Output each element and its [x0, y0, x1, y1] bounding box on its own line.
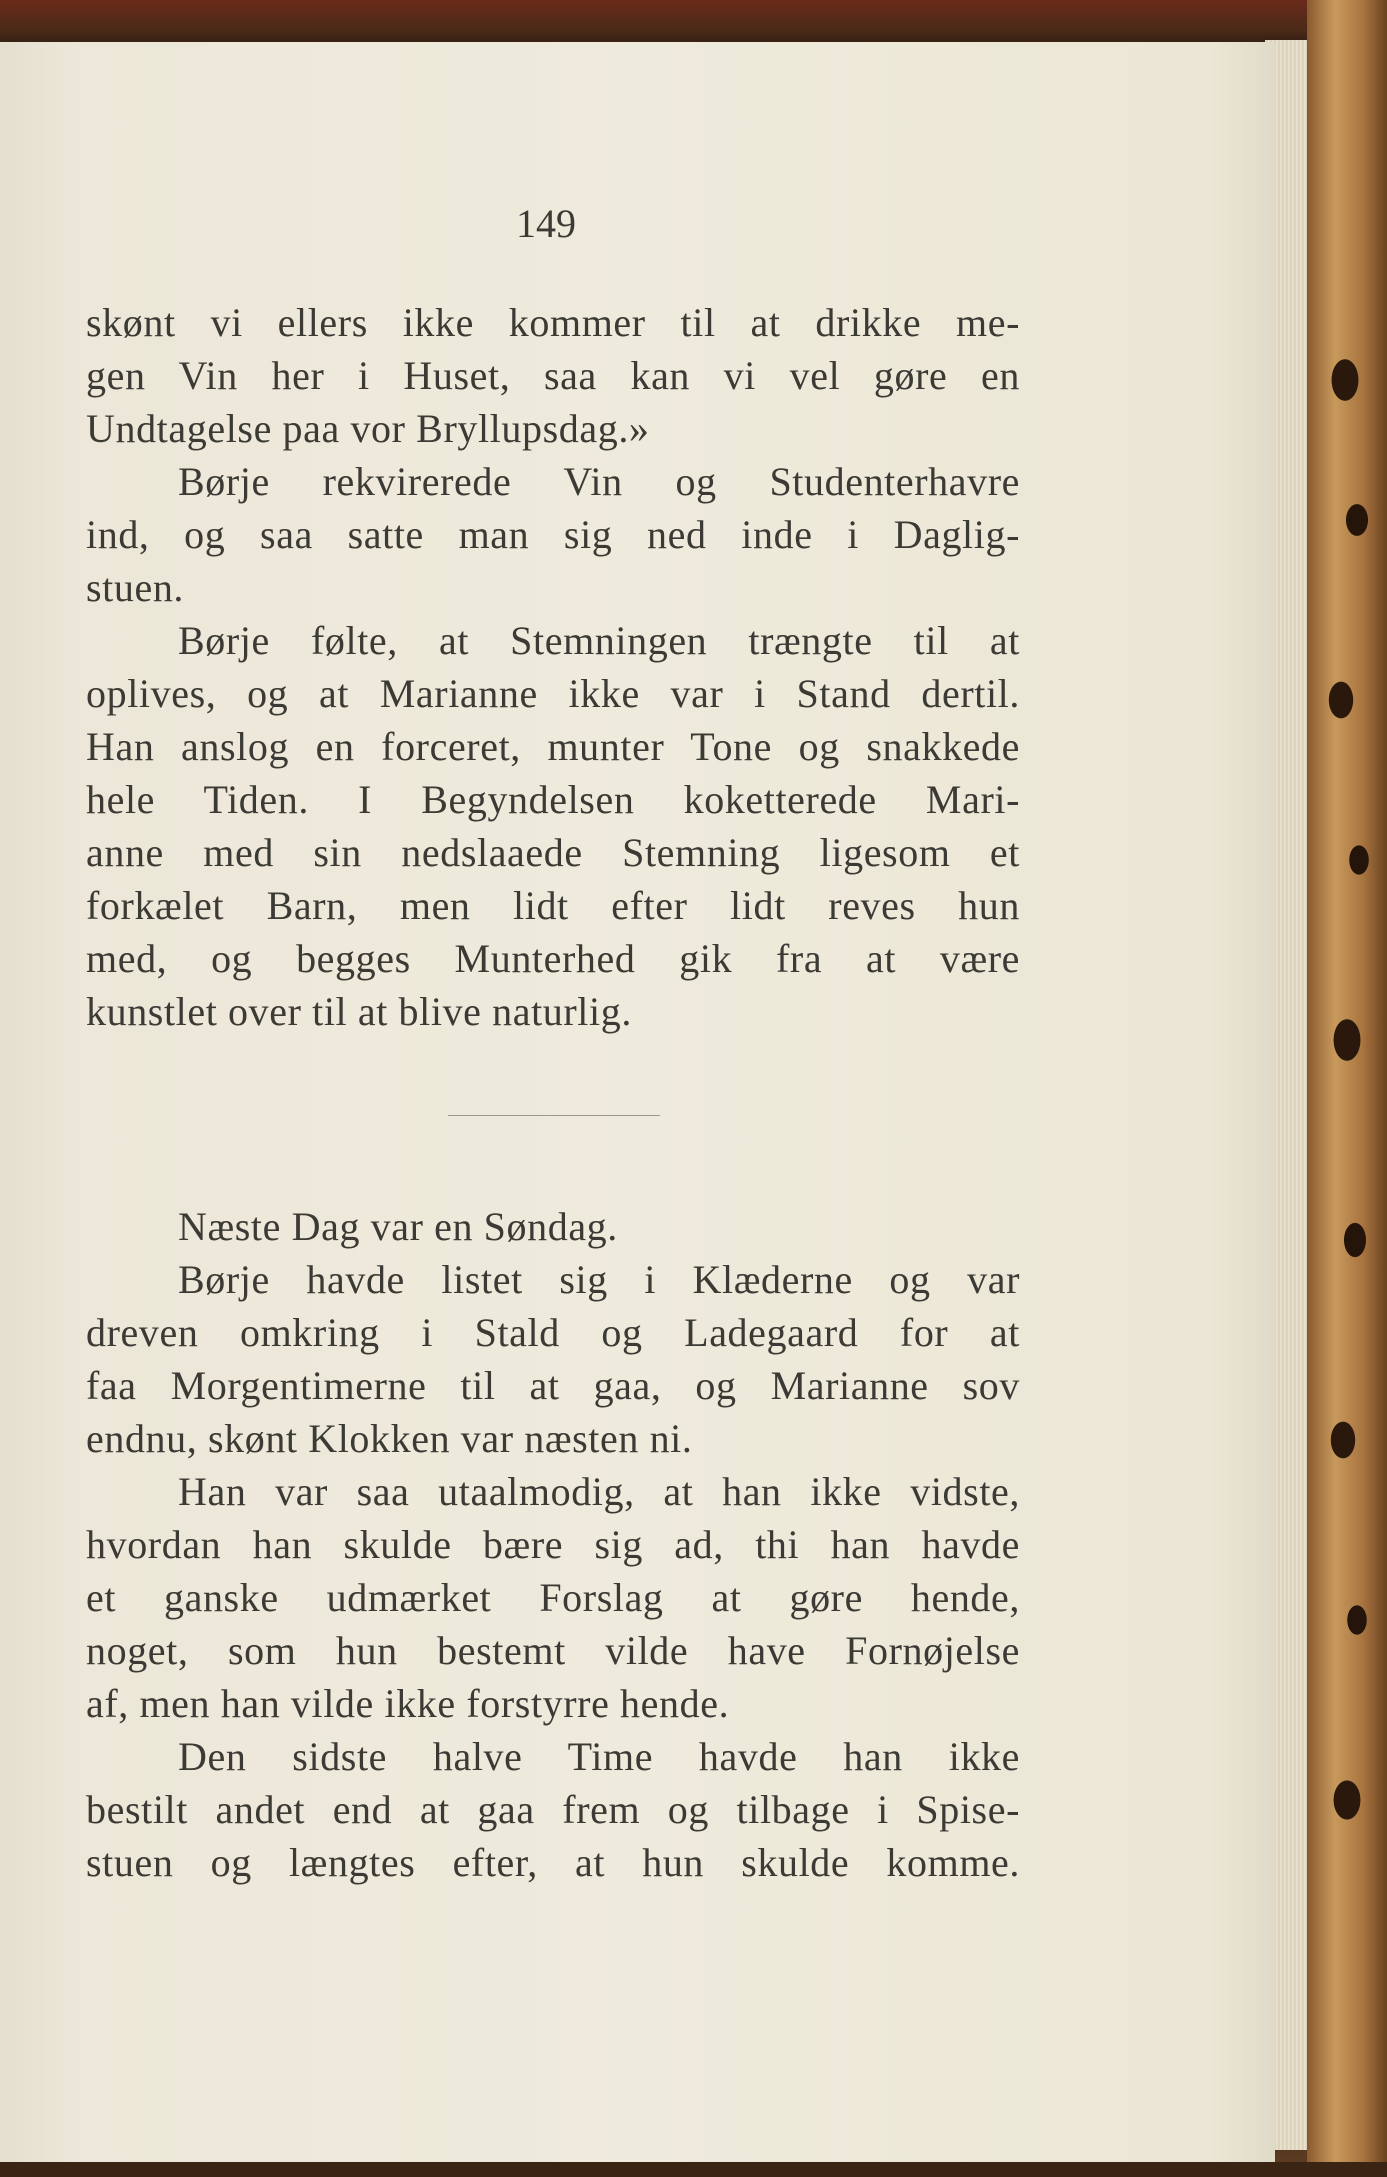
text-line: endnu, skønt Klokken var næsten ni.	[86, 1416, 693, 1461]
text-line: Børje følte, at Stemningen trængte til at	[178, 618, 1020, 663]
page-number: 149	[516, 201, 576, 246]
text-line: gen Vin her i Huset, saa kan vi vel gøre en	[86, 353, 1020, 398]
text-line: hvordan han skulde bære sig ad, thi han havde	[86, 1522, 1020, 1567]
text-line: Han var saa utaalmodig, at han ikke vidste,	[178, 1469, 1020, 1514]
text-line: noget, som hun bestemt vilde have Fornøjelse	[86, 1628, 1020, 1673]
text-line: Børje rekvirerede Vin og Studenterhavre	[178, 459, 1020, 504]
text-line: stuen og længtes efter, at hun skulde komme.	[86, 1840, 1020, 1885]
text-line: kunstlet over til at blive naturlig.	[86, 989, 632, 1034]
text-line: Næste Dag var en Søndag.	[178, 1204, 618, 1249]
section-divider	[448, 1115, 660, 1116]
text-line: Undtagelse paa vor Bryllupsdag.»	[86, 406, 650, 451]
text-line: med, og begges Munterhed gik fra at være	[86, 936, 1020, 981]
book-spine-marbled	[1307, 0, 1387, 2177]
text-line: ind, og saa satte man sig ned inde i Daglig-	[86, 512, 1020, 557]
text-line: stuen.	[86, 565, 185, 610]
text-line: Børje havde listet sig i Klæderne og var	[178, 1257, 1020, 1302]
text-line: af, men han vilde ikke forstyrre hende.	[86, 1681, 730, 1726]
text-line: hele Tiden. I Begyndelsen koketterede Mari-	[86, 777, 1020, 822]
text-line: dreven omkring i Stald og Ladegaard for at	[86, 1310, 1020, 1355]
text-block-section-2	[86, 1200, 1020, 1889]
text-line: Den sidste halve Time havde han ikke	[178, 1734, 1020, 1779]
text-line: oplives, og at Marianne ikke var i Stand dertil.	[86, 671, 1020, 716]
book-cover-bottom-edge	[0, 2162, 1387, 2177]
text-line: Han anslog en forceret, munter Tone og snakkede	[86, 724, 1020, 769]
text-line: forkælet Barn, men lidt efter lidt reves hun	[86, 883, 1020, 928]
text-block-section-1	[86, 296, 1020, 1038]
text-line: et ganske udmærket Forslag at gøre hende,	[86, 1575, 1020, 1620]
text-line: skønt vi ellers ikke kommer til at drikke me-	[86, 300, 1020, 345]
text-line: faa Morgentimerne til at gaa, og Marianne sov	[86, 1363, 1020, 1408]
text-line: bestilt andet end at gaa frem og tilbage i Spise-	[86, 1787, 1020, 1832]
text-line: anne med sin nedslaaede Stemning ligesom et	[86, 830, 1020, 875]
